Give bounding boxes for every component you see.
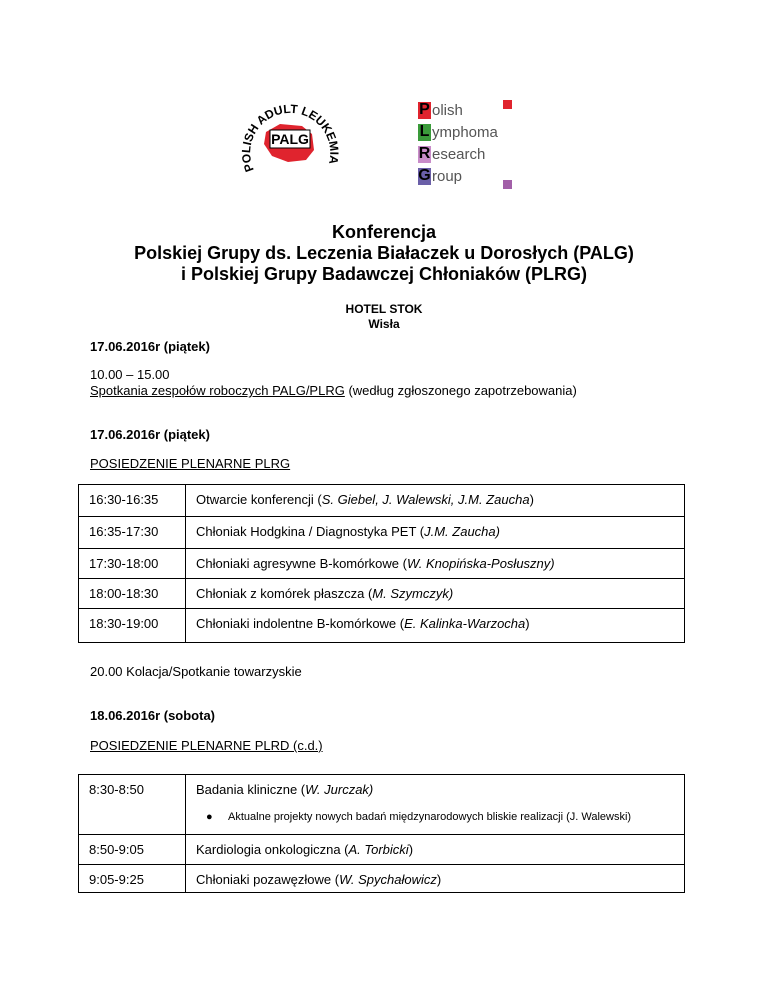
row-time: 16:35-17:30 bbox=[79, 517, 186, 549]
table-row bbox=[79, 775, 685, 835]
row-topic: Chłoniaki indolentne B-komórkowe (E. Kalinka-Warzocha) bbox=[186, 609, 685, 643]
table-row bbox=[79, 485, 685, 517]
table-row bbox=[79, 517, 685, 549]
table-row bbox=[79, 609, 685, 643]
row-time: 8:30-8:50 bbox=[79, 775, 186, 835]
palg-ring-text: POLISH ADULT LEUKEMIA bbox=[239, 101, 342, 174]
plrg-letter-p: P bbox=[419, 101, 430, 118]
workshop-link[interactable]: Spotkania zespołów roboczych PALG/PLRG bbox=[90, 383, 345, 398]
plrg-letter-l: L bbox=[419, 123, 430, 140]
day1b-session-title: POSIEDZENIE PLENARNE PLRG bbox=[90, 456, 291, 471]
table-row bbox=[79, 865, 685, 893]
plrg-logo bbox=[418, 100, 528, 190]
row-time: 8:50-9:05 bbox=[79, 835, 186, 865]
conference-title: Konferencja bbox=[331, 222, 437, 242]
day2-session-title: POSIEDZENIE PLENARNE PLRD (c.d.) bbox=[90, 738, 323, 753]
venue-city: Wisła bbox=[368, 317, 400, 331]
row-time: 9:05-9:25 bbox=[79, 865, 186, 893]
row-topic: Kardiologia onkologiczna (A. Torbicki) bbox=[186, 835, 685, 865]
table-row bbox=[79, 835, 685, 865]
bullet-icon: ● bbox=[206, 811, 213, 823]
row-time: 16:30-16:35 bbox=[79, 485, 186, 517]
plrg-word-p: olish bbox=[432, 101, 463, 119]
row-topic: Otwarcie konferencji (S. Giebel, J. Walewski, J.M. Zaucha) bbox=[186, 485, 685, 517]
day2-date: 18.06.2016r (sobota) bbox=[90, 708, 216, 723]
row-topic: Badania kliniczne (W. Jurczak) ● Aktualne projekty nowych badań międzynarodowych bliskie realizacji (J. Walewski) bbox=[186, 775, 685, 835]
table-row bbox=[79, 549, 685, 579]
row-time: 18:30-19:00 bbox=[79, 609, 186, 643]
palg-center-text: PALG bbox=[271, 131, 309, 147]
plrg-letter-r: R bbox=[418, 145, 431, 162]
row-time: 18:00-18:30 bbox=[79, 579, 186, 609]
plrg-letter-g: G bbox=[418, 167, 431, 184]
day1-time: 10.00 – 15.00 bbox=[90, 367, 170, 382]
table-row bbox=[79, 579, 685, 609]
plrg-word-l: ymphoma bbox=[432, 123, 498, 141]
plrg-red-square bbox=[503, 100, 512, 109]
plrg-schedule-table bbox=[78, 484, 685, 643]
plrd-schedule-table bbox=[78, 774, 685, 893]
row-time: 17:30-18:00 bbox=[79, 549, 186, 579]
row-topic: Chłoniaki pozawęzłowe (W. Spychałowicz) bbox=[186, 865, 685, 893]
conference-subtitle-2: i Polskiej Grupy Badawczej Chłoniaków (PLRG) bbox=[180, 264, 588, 284]
dinner-note: 20.00 Kolacja/Spotkanie towarzyskie bbox=[90, 664, 302, 679]
row-topic: Chłoniak z komórek płaszcza (M. Szymczyk) bbox=[186, 579, 685, 609]
plrg-word-g: roup bbox=[432, 167, 463, 185]
day1b-date: 17.06.2016r (piątek) bbox=[90, 427, 210, 442]
row-topic: Chłoniaki agresywne B-komórkowe (W. Knopińska-Posłuszny) bbox=[186, 549, 685, 579]
conference-subtitle-1: Polskiej Grupy ds. Leczenia Białaczek u Dorosłych (PALG) bbox=[134, 243, 634, 263]
venue-name: HOTEL STOK bbox=[345, 302, 423, 316]
day1-workshop bbox=[90, 383, 577, 399]
bullet-item: ● Aktualne projekty nowych badań międzynarodowych bliskie realizacji (J. Walewski) bbox=[206, 811, 632, 823]
plrg-purple-square bbox=[503, 180, 512, 189]
plrg-word-r: esearch bbox=[432, 145, 486, 163]
workshop-note: (według zgłoszonego zapotrzebowania) bbox=[344, 383, 577, 398]
row-topic: Chłoniak Hodgkina / Diagnostyka PET (J.M. Zaucha) bbox=[186, 517, 685, 549]
palg-logo bbox=[232, 92, 344, 192]
day1-date: 17.06.2016r (piątek) bbox=[90, 339, 210, 354]
